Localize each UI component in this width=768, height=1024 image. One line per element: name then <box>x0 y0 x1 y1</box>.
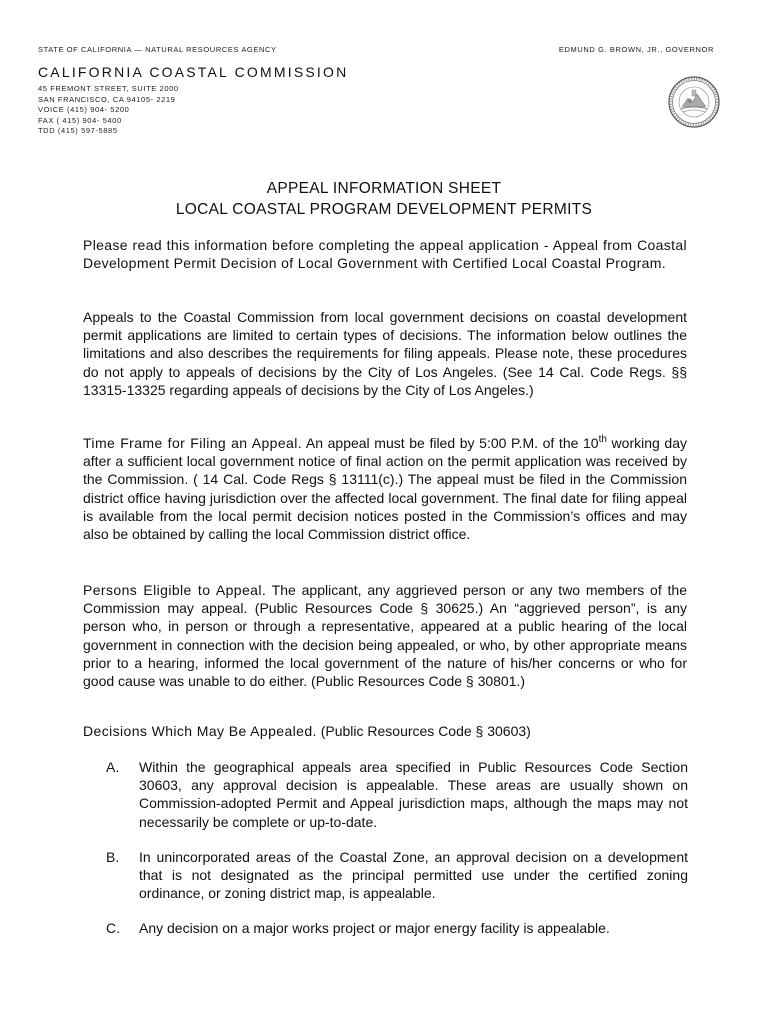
list-item-letter: A. <box>106 759 120 775</box>
governor-line: EDMUND G. BROWN, JR., GOVERNOR <box>558 45 714 54</box>
list-item-letter: B. <box>106 849 120 865</box>
time-frame-paragraph <box>83 434 687 543</box>
list-item-letter: C. <box>106 920 120 936</box>
commission-address <box>38 84 179 137</box>
commission-name: CALIFORNIA COASTAL COMMISSION <box>38 64 349 80</box>
list-item <box>106 848 688 903</box>
decisions-text: (Public Resources Code § 30603) <box>316 723 531 739</box>
address-line: FAX ( 415) 904- 5400 <box>38 115 122 125</box>
address-line: SAN FRANCISCO, CA 94105- 2219 <box>38 94 176 104</box>
time-frame-text-2: working day after a sufficient local government notice of final action on the permit application was received by the Commission. ( 14 Cal. Code Regs § 13111(c).) The appeal must be filed in the Commission district office having jurisdiction over the affected local government. The final date for filing appeal is available from the local permit decision notices posted in the Commission’s offices and may also be obtained by calling the local Commission district office. <box>83 435 687 543</box>
time-frame-heading: Time Frame for Filing an Appeal. <box>83 435 303 451</box>
intro-paragraph: Please read this information before completing the appeal application - Appeal from Coastal Development Permit Decision of Local Government with Certified Local Coastal Program. <box>83 237 687 272</box>
decisions-heading: Decisions Which May Be Appealed. <box>83 723 317 739</box>
time-frame-text-1: An appeal must be filed by 5:00 P.M. of the 10 <box>302 435 599 451</box>
document-title <box>0 178 768 220</box>
eligible-paragraph <box>83 581 687 690</box>
agency-line: STATE OF CALIFORNIA — NATURAL RESOURCES AGENCY <box>38 45 277 54</box>
title-line-1: APPEAL INFORMATION SHEET <box>266 180 502 197</box>
ordinal-suffix: th <box>598 434 607 445</box>
decisions-paragraph <box>83 722 687 740</box>
address-line: TDD (415) 597-5885 <box>38 126 118 136</box>
address-line: VOICE (415) 904- 5200 <box>38 105 130 115</box>
appeals-paragraph: Appeals to the Coastal Commission from local government decisions on coastal development permit applications are limited to certain types of decisions. The information below outlines the limitations and also describes the requirements for filing appeals. Please note, these procedures do not apply to appeals of decisions by the City of Los Angeles. (See 14 Cal. Code Regs. §§ 13315-13325 regarding appeals of decisions by the City of Los Angeles.) <box>83 309 687 398</box>
list-item-text: Any decision on a major works project or major energy facility is appealable. <box>139 920 610 936</box>
list-item <box>106 919 688 937</box>
california-state-seal-icon <box>668 76 720 128</box>
letterhead-top-line <box>38 45 714 54</box>
address-line: 45 FREMONT STREET, SUITE 2000 <box>38 84 179 93</box>
list-item-text: In unincorporated areas of the Coastal Zone, an approval decision on a development that is not designated as the principal permitted use under the certified zoning ordinance, or zoning district map, is appealable. <box>139 849 688 902</box>
title-line-2: LOCAL COASTAL PROGRAM DEVELOPMENT PERMITS <box>175 201 593 218</box>
list-item-text: Within the geographical appeals area specified in Public Resources Code Section 30603, any approval decision is appealable. These areas are usually shown on Commission-adopted Permit and Appeal jurisdiction maps, although the maps may not necessarily be complete or up-to-date. <box>139 759 688 830</box>
eligible-text: The applicant, any aggrieved person or any two members of the Commission may appeal. (Public Resources Code § 30625.) An “aggrieved person”, is any person who, in person or through a representative, appeared at a public hearing of the local government in connection with the decision being appealed, or who, by other appropriate means prior to a hearing, informed the local government of the nature of his/her concerns or who for good cause was unable to do either. (Public Resources Code § 30801.) <box>83 582 687 690</box>
eligible-heading: Persons Eligible to Appeal. <box>83 582 267 598</box>
list-item <box>106 758 688 831</box>
